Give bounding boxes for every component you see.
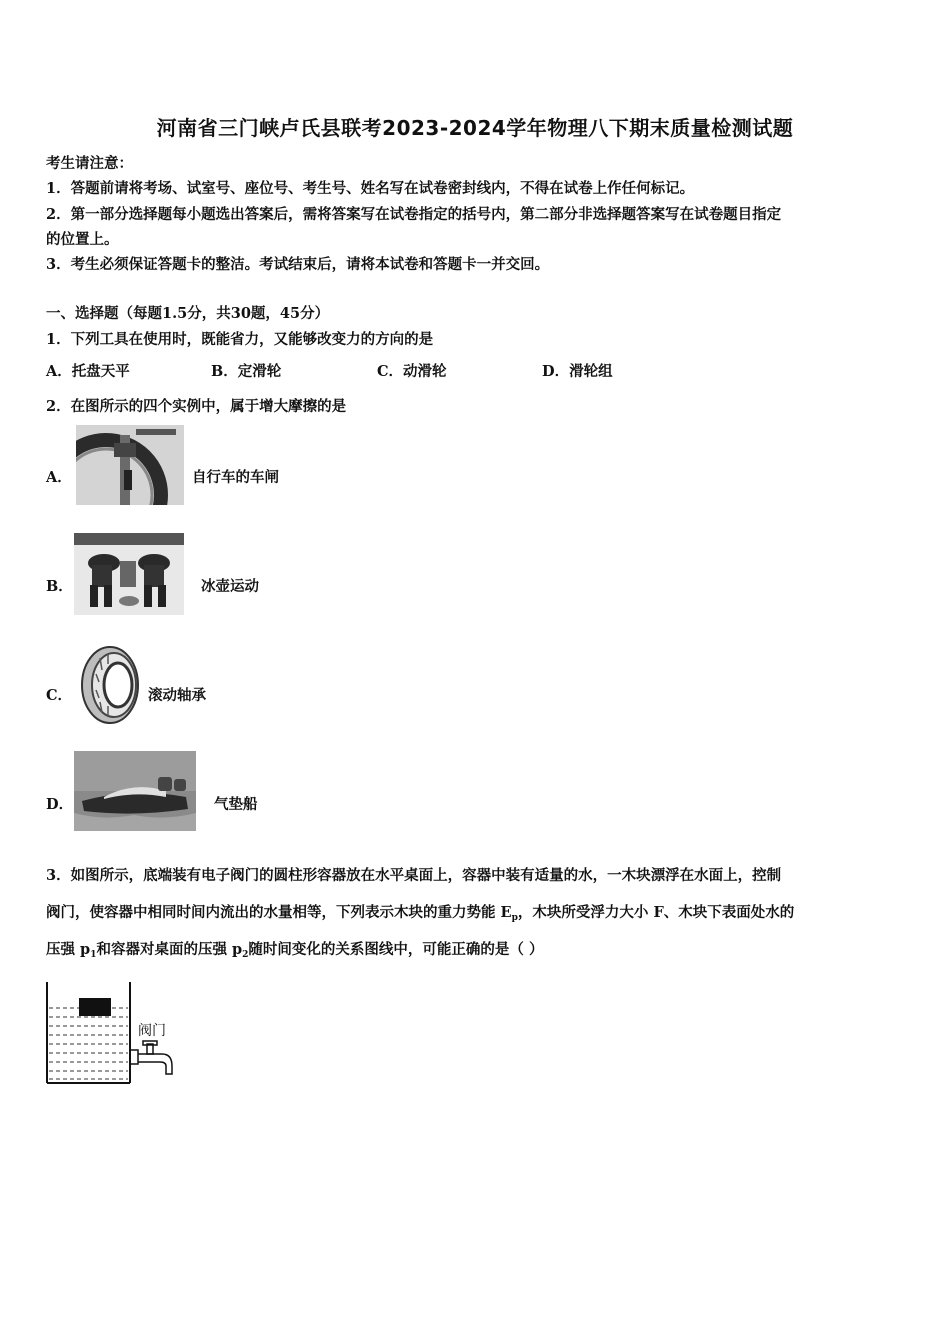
q2-option-c-label: C． bbox=[46, 687, 73, 704]
page-title: 河南省三门峡卢氏县联考2023-2024学年物理八下期末质量检测试题 bbox=[156, 116, 794, 140]
notice-item-1: 1．答题前请将考场、试室号、座位号、考生号、姓名写在试卷密封线内，不得在试卷上作任何标记。 bbox=[46, 180, 695, 197]
q1-option-c: C．动滑轮 bbox=[377, 363, 447, 380]
q1-option-d: D．滑轮组 bbox=[542, 363, 613, 380]
notice-heading: 考生请注意： bbox=[46, 155, 133, 172]
q2-option-c-caption: 滚动轴承 bbox=[148, 687, 206, 704]
notice-item-2: 2．第一部分选择题每小题选出答案后，需将答案写在试卷指定的括号内，第二部分非选择题答案写在试卷题目指定 bbox=[46, 206, 782, 223]
q2-option-a-label: A． bbox=[46, 469, 72, 486]
q2-option-a-caption: 自行车的车闸 bbox=[192, 469, 279, 486]
q2-stem: 2．在图所示的四个实例中，属于增大摩擦的是 bbox=[46, 398, 347, 415]
q2-option-b-label: B． bbox=[46, 578, 73, 595]
q2-option-d-caption: 气垫船 bbox=[214, 796, 258, 813]
q3-line-3-b: 和容器对桌面的压强 p bbox=[96, 941, 243, 958]
q3-line-1: 3．如图所示，底端装有电子阀门的圆柱形容器放在水平桌面上，容器中装有适量的水，一木块漂浮在水面上，控制 bbox=[46, 867, 782, 884]
hovercraft-image bbox=[74, 751, 196, 831]
q3-line-3 bbox=[46, 938, 543, 960]
q3-line-2-a: 阀门，使容器中相同时间内流出的水量相等，下列表示木块的重力势能 E bbox=[46, 904, 512, 921]
valve-label: 阀门 bbox=[138, 1023, 166, 1039]
notice-item-2-cont: 的位置上。 bbox=[46, 231, 119, 248]
q3-line-2-b: ，木块所受浮力大小 F、木块下表面处水的 bbox=[517, 904, 795, 921]
q1-option-b: B．定滑轮 bbox=[211, 363, 282, 380]
bicycle-brake-image bbox=[76, 425, 184, 505]
q3-p2-subscript: 2 bbox=[242, 950, 249, 960]
q1-option-a: A．托盘天平 bbox=[46, 363, 130, 380]
q3-line-2 bbox=[46, 901, 794, 923]
section-heading: 一、选择题（每题1.5分，共30题，45分） bbox=[46, 305, 330, 322]
q3-p1-subscript: 1 bbox=[90, 950, 97, 960]
notice-item-3: 3．考生必须保证答题卡的整洁。考试结束后，请将本试卷和答题卡一并交回。 bbox=[46, 256, 550, 273]
q3-line-3-a: 压强 p bbox=[46, 941, 91, 958]
q3-line-3-c: 随时间变化的关系图线中，可能正确的是（ ） bbox=[248, 941, 544, 958]
q1-stem: 1．下列工具在使用时，既能省力，又能够改变力的方向的是 bbox=[46, 331, 434, 348]
curling-image bbox=[74, 533, 184, 615]
rolling-bearing-image bbox=[76, 644, 142, 726]
q3-ep-subscript: p bbox=[511, 913, 518, 923]
q2-option-b-caption: 冰壶运动 bbox=[201, 578, 259, 595]
q2-option-d-label: D． bbox=[46, 796, 74, 813]
